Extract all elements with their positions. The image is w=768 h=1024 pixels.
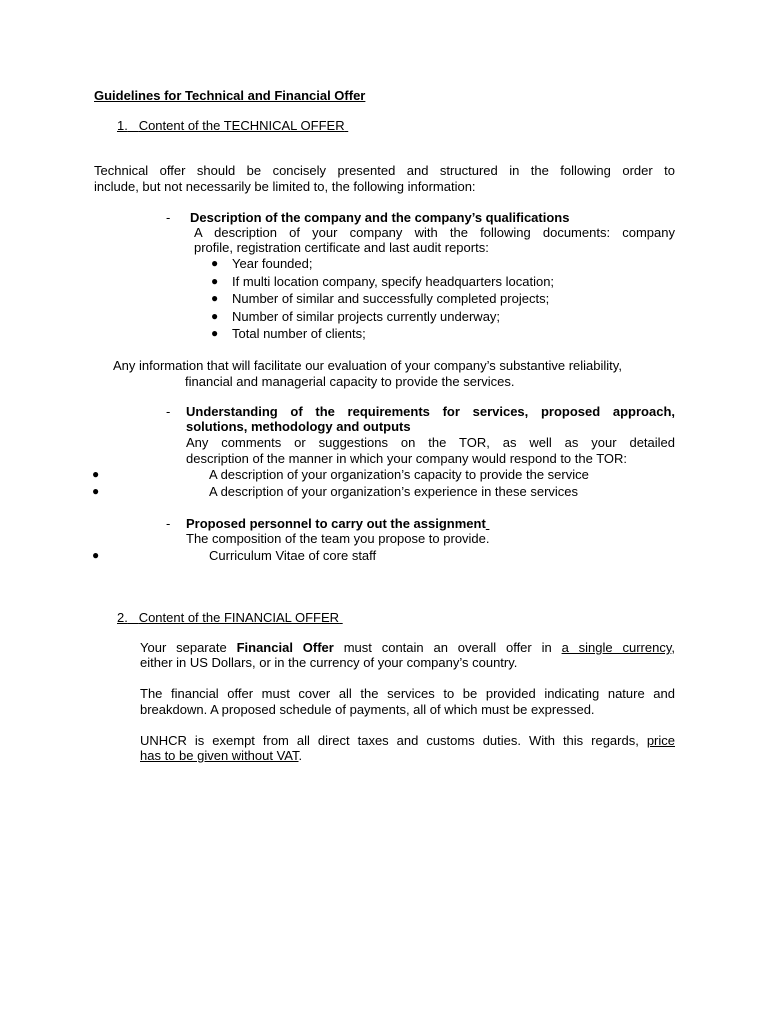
- item-1-heading: Description of the company and the company’s qualifications: [190, 210, 570, 225]
- section-2-heading-text: Content of the FINANCIAL OFFER: [138, 610, 340, 625]
- bullet-icon: ●: [92, 548, 100, 562]
- section-2-number: 2.: [117, 610, 128, 625]
- item-1-dash: -: [166, 210, 171, 225]
- financial-p1-text-a: Your separate: [140, 640, 237, 655]
- list-item: Number of similar and successfully completed projects;: [232, 291, 550, 306]
- item-3-heading-text: Proposed personnel to carry out the assignment: [186, 516, 486, 531]
- item-2-desc-line-1: Any comments or suggestions on the TOR, as well as your detailed: [186, 435, 675, 450]
- item-3-dash: -: [166, 516, 171, 531]
- intro-line-2: include, but not necessarily be limited to, the following information:: [94, 179, 476, 194]
- bullet-icon: ●: [92, 484, 100, 498]
- section-1-heading-text: Content of the TECHNICAL OFFER: [138, 118, 345, 133]
- section-1-heading: [117, 118, 348, 134]
- bullet-icon: ●: [211, 256, 219, 270]
- item-2-heading-line-2: solutions, methodology and outputs: [186, 419, 411, 434]
- financial-p1-comma: ,: [671, 640, 675, 655]
- item-3-desc: The composition of the team you propose to provide.: [186, 531, 490, 546]
- list-item: Year founded;: [232, 256, 313, 271]
- bullet-icon: ●: [211, 274, 219, 288]
- item-2-desc-line-2: description of the manner in which your company would respond to the TOR:: [186, 451, 628, 466]
- bullet-icon: ●: [211, 309, 219, 323]
- item-2-heading-line-1: Understanding of the requirements for services, proposed approach,: [186, 404, 675, 419]
- list-item: A description of your organization’s experience in these services: [209, 484, 579, 499]
- intro-line-1: Technical offer should be concisely presented and structured in the following order to: [94, 163, 675, 178]
- section-2-heading: [117, 610, 343, 626]
- list-item: Curriculum Vitae of core staff: [209, 548, 377, 563]
- financial-p3-text-a: UNHCR is exempt from all direct taxes and customs duties. With this regards,: [140, 733, 647, 748]
- section-1-number: 1.: [117, 118, 128, 133]
- document-title: Guidelines for Technical and Financial Offer: [94, 88, 366, 103]
- bullet-icon: ●: [92, 467, 100, 481]
- list-item: A description of your organization’s capacity to provide the service: [209, 467, 589, 482]
- item-2-dash: -: [166, 404, 171, 419]
- financial-p3-period: .: [298, 748, 303, 763]
- financial-p1-line-2: either in US Dollars, or in the currency of your company’s country.: [140, 655, 518, 670]
- bullet-icon: ●: [211, 326, 219, 340]
- price-term: price: [646, 733, 675, 748]
- financial-p1-line-1: [140, 640, 675, 656]
- financial-offer-term: Financial Offer: [236, 640, 334, 655]
- item-1-desc-line-2: profile, registration certificate and last audit reports:: [194, 240, 489, 255]
- any-info-line-1: Any information that will facilitate our evaluation of your company’s substantive reliability,: [113, 358, 622, 373]
- financial-p1-text-c: must contain an overall offer in: [333, 640, 562, 655]
- item-1-desc-line-1: A description of your company with the following documents: company: [194, 225, 675, 240]
- financial-p3-line-1: [140, 733, 675, 749]
- bullet-icon: ●: [211, 291, 219, 305]
- list-item: Number of similar projects currently underway;: [232, 309, 501, 324]
- financial-p2-line-1: The financial offer must cover all the services to be provided indicating nature and: [140, 686, 675, 701]
- single-currency-term: a single currency: [561, 640, 672, 655]
- without-vat-term: has to be given without VAT: [140, 748, 299, 763]
- item-3-heading: [186, 516, 489, 532]
- any-info-line-2: financial and managerial capacity to provide the services.: [185, 374, 515, 389]
- financial-p3-line-2: [140, 748, 302, 764]
- financial-p2-line-2: breakdown. A proposed schedule of payments, all of which must be expressed.: [140, 702, 595, 717]
- list-item: If multi location company, specify headquarters location;: [232, 274, 555, 289]
- list-item: Total number of clients;: [232, 326, 366, 341]
